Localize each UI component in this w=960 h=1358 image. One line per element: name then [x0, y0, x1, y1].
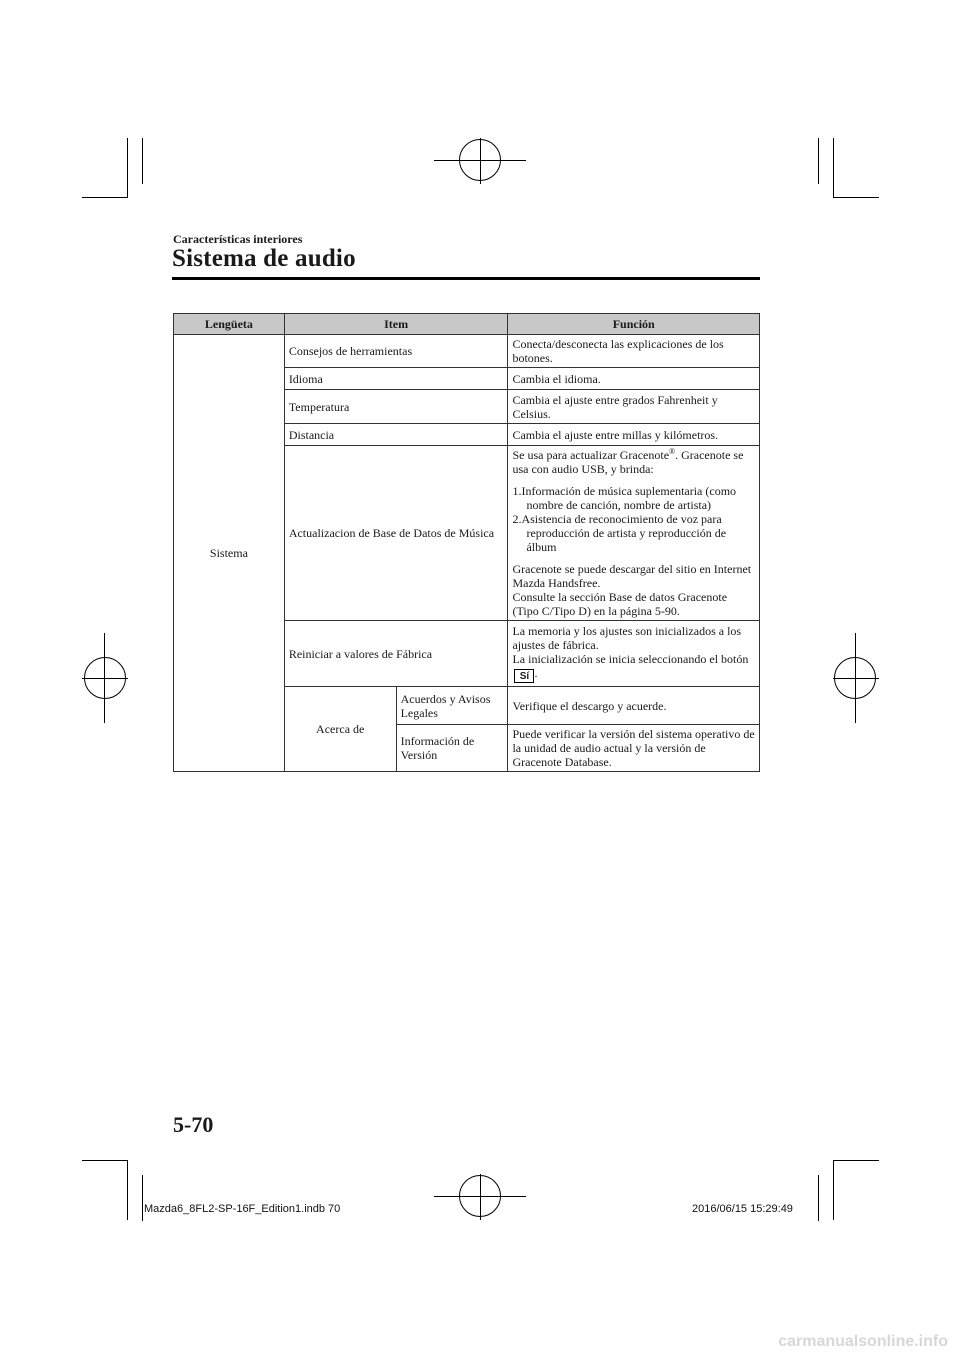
function-intro: Se usa para actualizar Gracenote®. Gracenote se usa con audio USB, y brinda:: [512, 447, 744, 476]
function-text: La memoria y los ajustes son inicializados a los ajustes de fábrica.: [512, 624, 742, 652]
item-cell: Idioma: [284, 368, 508, 390]
print-timestamp: 2016/06/15 15:29:49: [692, 1203, 793, 1215]
item-cell: Reiniciar a valores de Fábrica: [284, 621, 508, 687]
function-cell: [508, 446, 760, 621]
function-note: Gracenote se puede descargar del sitio en Internet Mazda Handsfree.: [512, 562, 752, 590]
function-cell: [508, 621, 760, 687]
list-item: 2.Asistencia de reconocimiento de voz para reproducción de artista y reproducción de álbum: [512, 512, 727, 554]
function-cell: Cambia el ajuste entre millas y kilómetros.: [508, 424, 760, 446]
header-item: Item: [284, 314, 508, 335]
subitem-cell: Acuerdos y Avisos Legales: [396, 687, 508, 725]
item-cell: Distancia: [284, 424, 508, 446]
table-header-row: [174, 314, 760, 335]
list-item: 1.Información de música suplementaria (como nombre de canción, nombre de artista): [512, 484, 737, 512]
watermark: carmanualsonline.info: [778, 1333, 948, 1350]
item-cell: Actualizacion de Base de Datos de Música: [284, 446, 508, 621]
section-label: Características interiores: [173, 232, 303, 246]
settings-table: [173, 313, 760, 772]
function-cell: Conecta/desconecta las explicaciones de los botones.: [508, 335, 760, 368]
function-text: La inicialización se inicia seleccionando el botón Sí .: [512, 652, 749, 682]
item-cell: Consejos de herramientas: [284, 335, 508, 368]
registered-mark: ®: [669, 447, 676, 456]
page-number: 5-70: [173, 1112, 214, 1137]
header-funcion: Función: [508, 314, 760, 335]
si-button-icon: Sí: [514, 669, 534, 683]
function-cell: Cambia el ajuste entre grados Fahrenheit y Celsius.: [508, 390, 760, 424]
function-cell: Cambia el idioma.: [508, 368, 760, 390]
page-title: Sistema de audio: [172, 245, 356, 272]
header-lengueta: Lengüeta: [174, 314, 285, 335]
item-cell: Acerca de: [284, 687, 396, 772]
item-cell: Temperatura: [284, 390, 508, 424]
file-slug: Mazda6_8FL2-SP-16F_Edition1.indb 70: [144, 1203, 341, 1215]
table-row: [174, 335, 760, 368]
subitem-cell: Información de Versión: [396, 725, 508, 772]
function-cell: Puede verificar la versión del sistema operativo de la unidad de audio actual y la versión de Gracenote Database.: [508, 725, 760, 772]
function-cell: Verifique el descargo y acuerde.: [508, 687, 760, 725]
title-rule: [172, 277, 760, 280]
function-note: Consulte la sección Base de datos Gracenote (Tipo C/Tipo D) en la página 5-90.: [512, 590, 728, 618]
tab-cell: Sistema: [174, 335, 285, 772]
